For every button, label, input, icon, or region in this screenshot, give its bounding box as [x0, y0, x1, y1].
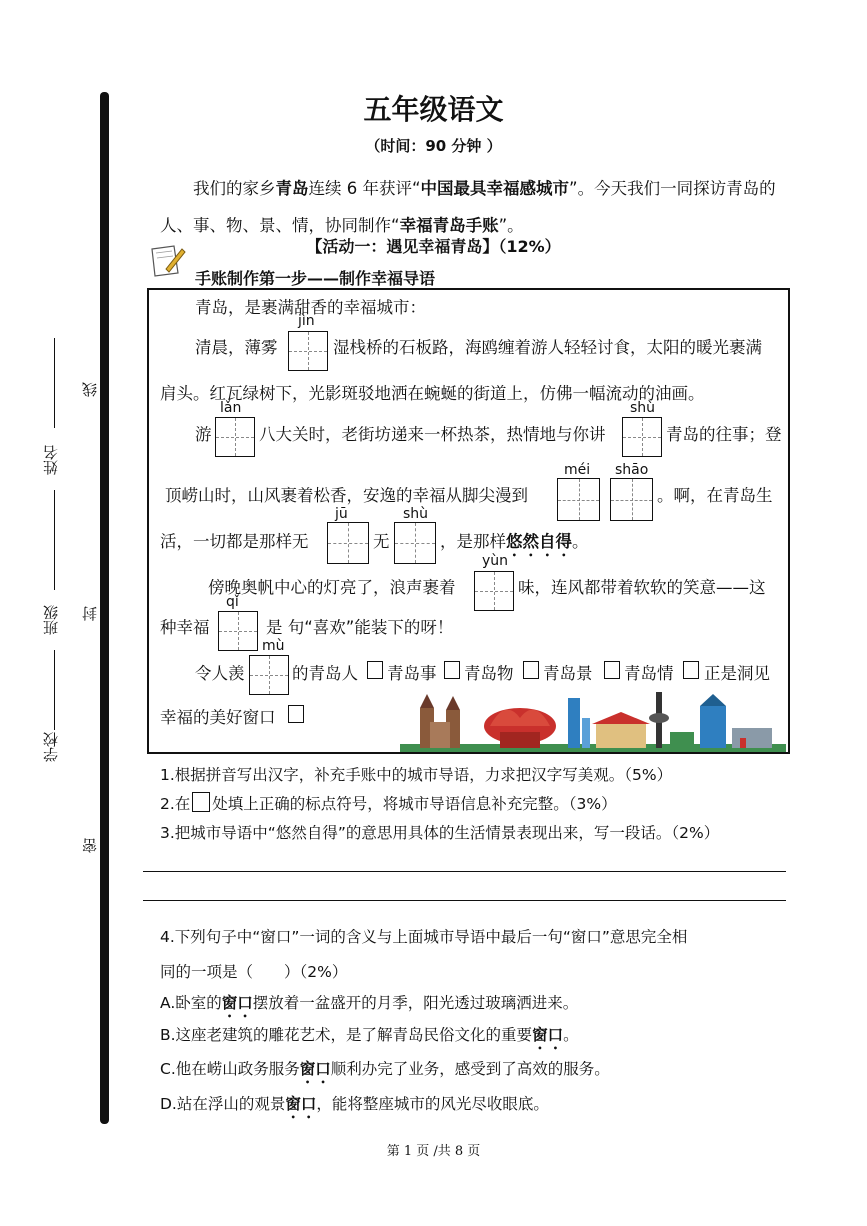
guide-line-4b: 八大关时，老街坊递来一杯热茶，热情地与你讲 [259, 425, 606, 444]
activity-title: 【活动一：遇见幸福青岛】（12%） [306, 237, 561, 256]
guide-line-4a: 游 [195, 425, 212, 444]
punct-box-6[interactable] [288, 705, 304, 723]
guide-line-10: 幸福的美好窗口 [160, 708, 276, 727]
char-box-jin[interactable] [288, 331, 328, 371]
pinyin-yun: yùn [482, 553, 509, 569]
pinyin-mei: méi [564, 462, 591, 478]
pinyin-shu1: shù [630, 400, 656, 416]
page-number: 第 1 页 /共 8 页 [386, 1144, 481, 1159]
char-box-qi[interactable] [218, 611, 258, 651]
option-a[interactable]: A.卧室的窗口摆放着一盆盛开的月季，阳光透过玻璃洒进来。 [160, 994, 579, 1012]
guide-line-6c: ，是那样悠然自得。 [440, 532, 589, 551]
seal-mark: 封 [81, 606, 99, 621]
time-limit: （时间：90 分钟 ） [365, 137, 502, 155]
guide-line-5a: 顶崂山时，山风裹着松香，安逸的幸福从脚尖漫到 [165, 486, 528, 505]
name-label: 姓名 [42, 445, 60, 475]
punct-box-1[interactable] [367, 661, 383, 679]
char-box-shu2[interactable] [394, 522, 436, 564]
pinyin-jin: jìn [298, 313, 315, 329]
question-4-line-1: 4.下列句子中“窗口”一词的含义与上面城市导语中最后一句“窗口”意思完全相 [160, 928, 688, 946]
punct-box-5[interactable] [683, 661, 699, 679]
question-1: 1.根据拼音写出汉字，补充手账中的城市导语，力求把汉字写美观。（5%） [160, 766, 673, 784]
char-box-shu1[interactable] [622, 417, 662, 457]
name-blank [54, 338, 55, 428]
phrase-youranzide: 悠然自得 [506, 532, 572, 551]
question-4-line-2: 同的一项是（ ）（2%） [160, 963, 348, 981]
guide-line-9f: 青岛情 [624, 664, 674, 683]
punct-box-3[interactable] [523, 661, 539, 679]
question-3: 3.把城市导语中“悠然自得”的意思用具体的生活情景表现出来，写一段话。（2%） [160, 824, 720, 842]
guide-line-9e: 青岛景 [543, 664, 593, 683]
char-box-ju[interactable] [327, 522, 369, 564]
guide-line-8b: 是 句“喜欢”能装下的呀！ [266, 618, 454, 637]
punct-box-2[interactable] [444, 661, 460, 679]
guide-line-9c: 青岛事 [387, 664, 437, 683]
pinyin-lan: lǎn [220, 400, 242, 416]
pinyin-qi: qǐ [226, 594, 239, 610]
char-box-lan[interactable] [215, 417, 255, 457]
option-b[interactable]: B.这座老建筑的雕花艺术，是了解青岛民俗文化的重要窗口。 [160, 1026, 579, 1044]
school-blank [54, 650, 55, 730]
note-pen-icon [148, 243, 186, 279]
option-c[interactable]: C.他在崂山政务服务窗口顺利办完了业务，感受到了高效的服务。 [160, 1060, 610, 1078]
guide-line-9b: 的青岛人 [292, 664, 358, 683]
pinyin-ju: jū [335, 506, 348, 522]
guide-line-4c: 青岛的往事；登 [666, 425, 782, 444]
intro-paragraph: 我们的家乡青岛连续 6 年获评“中国最具幸福感城市”。今天我们一同探访青岛的人、事、物、景、情，协同制作“幸福青岛手账”。 [160, 179, 776, 235]
secret-mark: 密 [81, 838, 99, 853]
guide-line-8a: 种幸福 [160, 618, 210, 637]
char-box-yun[interactable] [474, 571, 514, 611]
page-title: 五年级语文 [363, 93, 504, 126]
class-blank [54, 490, 55, 590]
question-2: 2.在 处填上正确的标点符号，将城市导语信息补充完整。（3%） [160, 792, 617, 814]
guide-line-1: 青岛，是裹满甜香的幸福城市： [195, 298, 426, 317]
guide-line-9a: 令人羡 [195, 664, 245, 683]
guide-line-7b: 味，连风都带着软软的笑意——这 [518, 578, 766, 597]
step-heading: 手账制作第一步——制作幸福导语 [195, 269, 436, 288]
answer-line-2[interactable] [143, 900, 786, 901]
char-box-mei[interactable] [557, 478, 600, 521]
guide-line-6b: 无 [373, 532, 390, 551]
guide-line-9g: 正是洞见 [704, 664, 770, 683]
char-box-mu[interactable] [249, 655, 289, 695]
line-mark: 线 [81, 382, 99, 397]
guide-line-7a: 傍晚奥帆中心的灯亮了，浪声裹着 [208, 578, 456, 597]
qingdao-skyline-illustration [400, 688, 786, 752]
guide-line-2a: 清晨，薄雾 [195, 338, 278, 357]
punct-box-4[interactable] [604, 661, 620, 679]
guide-line-3: 肩头。红瓦绿树下，光影斑驳地洒在蜿蜒的街道上，仿佛一幅流动的油画。 [160, 384, 705, 403]
guide-line-9d: 青岛物 [464, 664, 514, 683]
char-box-shao[interactable] [610, 478, 653, 521]
option-d[interactable]: D.站在浮山的观景窗口，能将整座城市的风光尽收眼底。 [160, 1095, 549, 1113]
guide-line-6a: 活，一切都是那样无 [160, 532, 309, 551]
class-label: 班级 [42, 605, 60, 635]
pinyin-mu: mù [262, 638, 285, 654]
school-label: 学校 [42, 732, 60, 762]
answer-line-1[interactable] [143, 871, 786, 872]
punct-box-sample [192, 792, 210, 812]
pinyin-shu2: shù [403, 506, 429, 522]
guide-line-2b: 湿栈桥的石板路，海鸥缠着游人轻轻讨食，太阳的暖光裹满 [333, 338, 762, 357]
guide-line-5b: 。啊，在青岛生 [657, 486, 773, 505]
pinyin-shao: shāo [615, 462, 649, 478]
